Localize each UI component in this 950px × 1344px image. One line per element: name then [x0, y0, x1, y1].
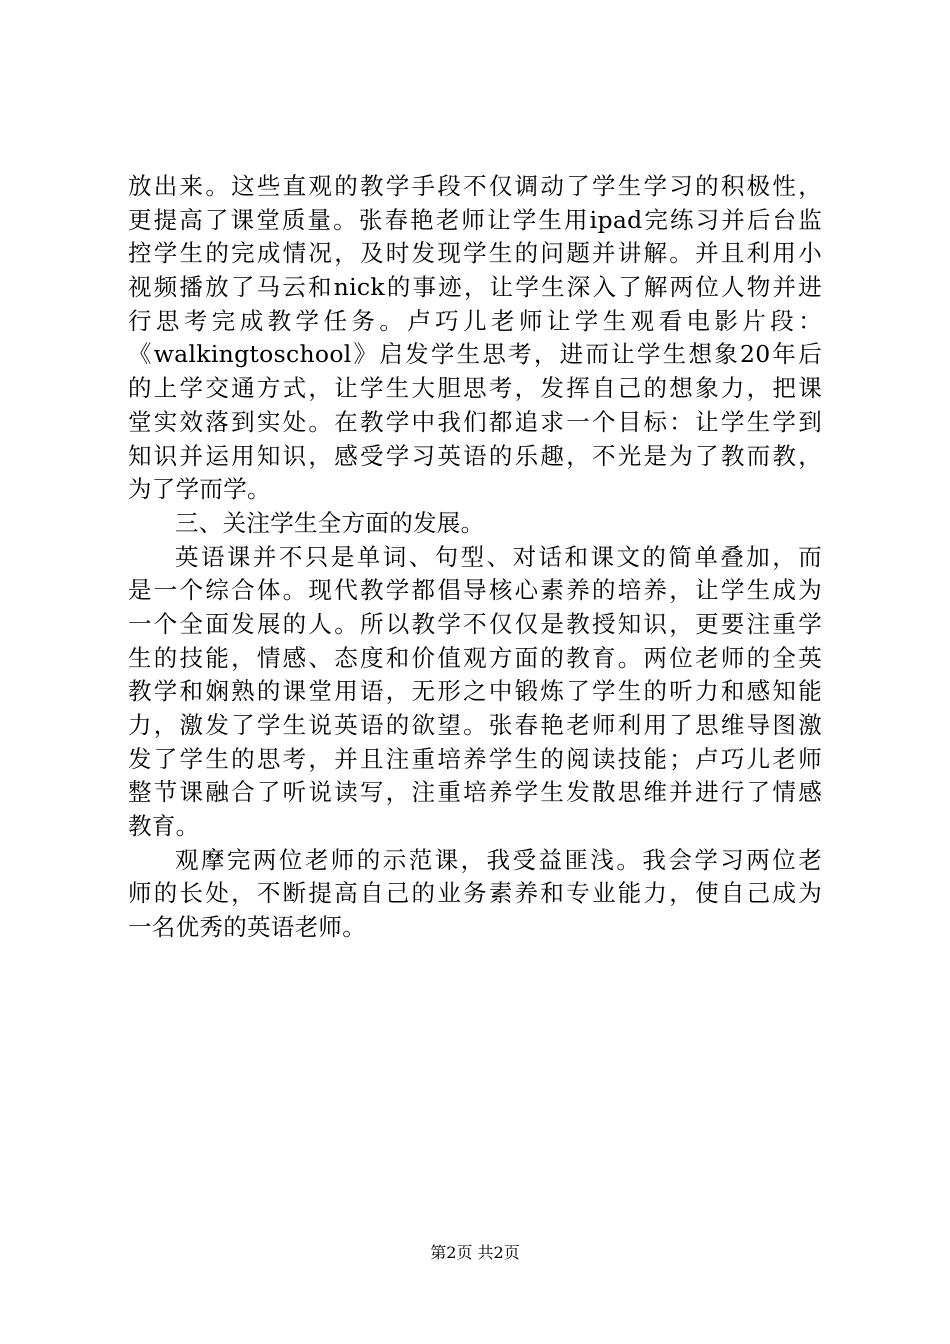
text-line: 教学和娴熟的课堂用语，无形之中锻炼了学生的听力和感知能	[128, 677, 822, 706]
text-line: 堂实效落到实处。在教学中我们都追求一个目标：让学生学到	[128, 407, 822, 436]
text-line: 控学生的完成情况，及时发现学生的问题并讲解。并且利用小	[128, 239, 822, 268]
text-line: 视频播放了马云和nick的事迹，让学生深入了解两位人物并进	[128, 273, 822, 302]
text-line: 师的长处，不断提高自己的业务素养和专业能力，使自己成为	[128, 879, 822, 908]
text-line: 放出来。这些直观的教学手段不仅调动了学生学习的积极性，	[128, 172, 822, 200]
text-line: 生的技能，情感、态度和价值观方面的教育。两位老师的全英	[128, 643, 822, 672]
text-line: 《walkingtoschool》启发学生思考，进而让学生想象20年后	[128, 340, 822, 369]
text-line: 英语课并不只是单词、句型、对话和课文的简单叠加，而	[175, 542, 822, 571]
text-line: 的上学交通方式，让学生大胆思考，发挥自己的想象力，把课	[128, 374, 822, 403]
text-line: 更提高了课堂质量。张春艳老师让学生用ipad完练习并后台监	[128, 205, 822, 234]
text-line: 为了学而学。	[128, 475, 271, 504]
text-line: 行思考完成教学任务。卢巧儿老师让学生观看电影片段：	[128, 306, 822, 335]
section-heading: 三、关注学生全方面的发展。	[175, 508, 485, 537]
page-number-footer: 第2页 共2页	[430, 1243, 520, 1262]
text-line: 知识并运用知识，感受学习英语的乐趣，不光是为了教而教，	[128, 441, 822, 470]
text-line: 力，激发了学生说英语的欲望。张春艳老师利用了思维导图激	[128, 711, 822, 739]
text-line: 一名优秀的英语老师。	[128, 913, 366, 942]
text-line: 发了学生的思考，并且注重培养学生的阅读技能；卢巧儿老师	[128, 744, 822, 773]
text-line: 教育。	[128, 812, 200, 841]
text-line: 整节课融合了听说读写，注重培养学生发散思维并进行了情感	[128, 778, 822, 807]
document-body	[128, 170, 822, 945]
text-line: 是一个综合体。现代教学都倡导核心素养的培养，让学生成为	[128, 576, 822, 605]
text-line: 观摩完两位老师的示范课，我受益匪浅。我会学习两位老	[175, 845, 822, 874]
text-line: 一个全面发展的人。所以教学不仅仅是教授知识，更要注重学	[128, 609, 822, 638]
